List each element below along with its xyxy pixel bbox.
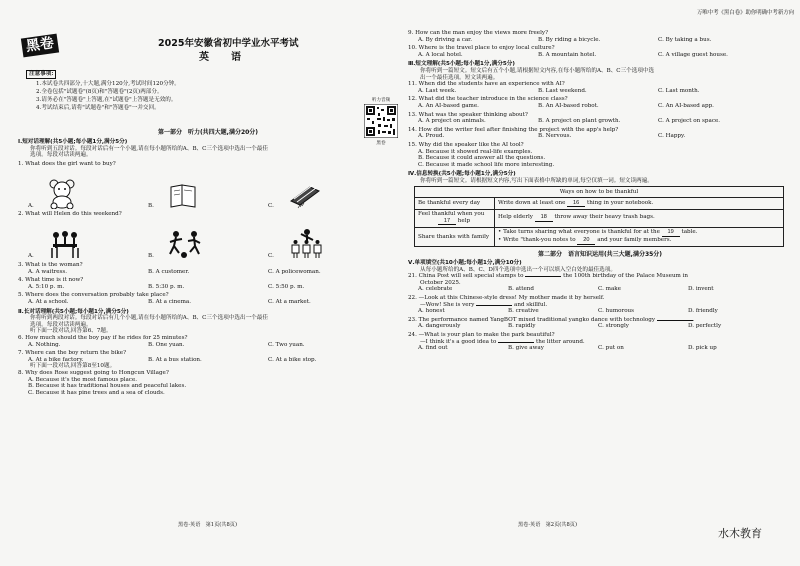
- blank-21[interactable]: [525, 276, 561, 277]
- q5-option-a[interactable]: A. At a school.: [28, 299, 69, 306]
- table-cell: [495, 209, 784, 227]
- question-1: 1. What does the girl want to buy?: [18, 160, 116, 167]
- q24-option-b[interactable]: B. give away: [508, 345, 544, 352]
- q22-option-d[interactable]: D. friendly: [688, 308, 718, 315]
- sec1-instruction: 你将听到五段对话。每段对话后有一个小题,请在每小题所给的A、B、C三个选项中选出一个最佳: [30, 145, 268, 152]
- q1-pictures: [28, 167, 398, 209]
- option-label: A.: [28, 253, 34, 260]
- q13-options: [418, 118, 792, 125]
- note-item: 2.全卷包括"试题卷"(8页)和"答题卷"(2页)两部分。: [36, 88, 163, 95]
- q21-option-b[interactable]: B. attend: [508, 286, 534, 293]
- table-row: [415, 209, 784, 227]
- blank-19[interactable]: 19: [662, 229, 680, 237]
- table-row: [415, 198, 784, 210]
- sec5-title: Ⅴ.单项填空(共10小题;每小题1分,满分10分): [408, 260, 522, 267]
- q21-continued: October 2025.: [420, 279, 461, 286]
- question-5: 5. Where does the conversation probably take place?: [18, 292, 169, 299]
- q23-option-b[interactable]: B. rapidly: [508, 323, 536, 330]
- qr-caption-2: 黑卷: [376, 140, 386, 146]
- q10-option-a[interactable]: A. A local hotel.: [418, 51, 463, 58]
- question-4: 4. What time is it now?: [18, 277, 84, 284]
- sec3-instruction-2: 出一个最佳选项。短文读两遍。: [420, 74, 499, 81]
- question-text: and skillful.: [513, 301, 548, 308]
- q6-option-c[interactable]: C. Two yuan.: [268, 341, 305, 348]
- q4-option-b[interactable]: B. 5:30 p. m.: [148, 283, 185, 290]
- cell-text: and your family members.: [597, 236, 672, 243]
- q7-option-c[interactable]: C. At a bike stop.: [268, 356, 317, 363]
- question-7: 7. Where can the boy return the bike?: [18, 350, 127, 357]
- watermark: 水木教育: [718, 527, 762, 540]
- question-14: 14. How did the writer feel after finishing the project with the app's help?: [408, 126, 619, 133]
- blank-16[interactable]: 16: [567, 200, 585, 208]
- q11-options: [418, 88, 792, 95]
- q2-option-a[interactable]: [28, 230, 148, 260]
- option-label: B.: [148, 202, 154, 209]
- question-12: 12. What did the teacher introduce in the science class?: [408, 96, 568, 103]
- q10-option-b[interactable]: B. A mountain hotel.: [538, 51, 597, 58]
- left-page: [18, 0, 400, 566]
- q21-option-d[interactable]: D. invent: [688, 286, 714, 293]
- q15-option-a[interactable]: A. Because it showed real-life examples.: [418, 148, 533, 155]
- q22-option-b[interactable]: B. creative: [508, 308, 539, 315]
- cell-text: Feel thankful when you: [418, 211, 485, 218]
- q21-options: [418, 286, 792, 293]
- table-cell: Share thanks with family: [415, 227, 495, 246]
- question-24: 24. —What is your plan to make the park beautiful?: [408, 332, 555, 339]
- cell-text: table.: [681, 229, 698, 236]
- table-row: [415, 227, 784, 246]
- table-cell: Be thankful every day: [415, 198, 495, 210]
- sec1-title: Ⅰ.短对话理解(共5小题;每小题1分,满分5分): [18, 139, 128, 146]
- page-footer-1: 黑卷·英语 第1页(共8页): [178, 522, 237, 528]
- q1-option-b[interactable]: [148, 183, 268, 209]
- qr-caption: 听力音频: [371, 98, 391, 103]
- q23-options: [418, 323, 792, 330]
- family-dinner-icon: [48, 230, 82, 260]
- q10-option-c[interactable]: C. A village guest house.: [658, 51, 728, 58]
- cell-text: Write down at least one: [498, 199, 566, 206]
- question-15: 15. Why did the speaker like the AI tool?: [408, 141, 524, 148]
- q22-options: [418, 308, 792, 315]
- q2-pictures: [28, 218, 398, 260]
- question-13: 13. What was the speaker thinking about?: [408, 111, 528, 118]
- sec4-instruction: 你将听到一篇短文。请根据短文内容,写出下面表格中所缺的单词,每空仅填一词。短文读两遍。: [420, 177, 653, 184]
- q5-option-b[interactable]: B. At a cinema.: [148, 299, 191, 306]
- notes-heading: 注意事项:: [26, 70, 56, 79]
- q13-option-b[interactable]: B. A project on plant growth.: [538, 118, 621, 125]
- notes: [26, 70, 356, 113]
- q8-option-b[interactable]: B. Because it has traditional houses and peaceful lakes.: [28, 383, 187, 390]
- question-21: [408, 273, 792, 280]
- q22-reply: [420, 302, 792, 309]
- info-table: [414, 186, 784, 247]
- part2-title: 第二部分 语言知识运用(共三大题,满分35分): [537, 251, 663, 259]
- question-23: 23. The performance named YangBOT mixed traditional yangko dance with technology .: [408, 316, 695, 323]
- cell-text: help: [457, 217, 471, 224]
- q8-option-c[interactable]: C. Because it has pine trees and a sea of clouds.: [28, 389, 165, 396]
- question-2: 2. What will Helen do this weekend?: [18, 211, 122, 218]
- q14-option-b[interactable]: B. Nervous.: [538, 133, 572, 140]
- cell-text: • Take turns sharing what everyone is thankful for at the: [498, 229, 660, 236]
- blank-20[interactable]: 20: [577, 237, 595, 245]
- page-footer-2: 黑卷·英语 第2页(共8页): [518, 522, 577, 528]
- q13-option-c[interactable]: C. A project on space.: [658, 118, 721, 125]
- q10-options: [418, 52, 792, 59]
- question-text: —I think it's a good idea to: [420, 338, 497, 345]
- blank-23[interactable]: [657, 320, 693, 321]
- q23-option-c[interactable]: C. strongly: [598, 323, 629, 330]
- cell-text: thing in your notebook.: [586, 199, 654, 206]
- option-label: C.: [268, 202, 274, 209]
- q9-options: [418, 37, 792, 44]
- sec2-instruction-3: 听下面一段对话,回答第6、7题。: [30, 328, 112, 335]
- q24-option-d[interactable]: D. pick up: [688, 345, 717, 352]
- q8-option-a[interactable]: A. Because it's the most famous place.: [28, 376, 138, 383]
- q11-option-a[interactable]: A. Last week.: [418, 87, 457, 94]
- q3-options: [28, 269, 398, 276]
- q12-options: [418, 103, 792, 110]
- sec1-instruction-2: 选项。每段对话读两遍。: [30, 152, 92, 159]
- sec3-title: Ⅲ.短文理解(共5小题;每小题1分,满分5分): [408, 61, 515, 68]
- q5-options: [28, 299, 398, 306]
- question-3: 3. What is the woman?: [18, 262, 83, 269]
- q24-reply: [420, 339, 792, 346]
- q6-option-a[interactable]: A. Nothing.: [28, 341, 61, 348]
- q3-option-a[interactable]: A. A waitress.: [28, 268, 68, 275]
- sec3-instruction: 你将听到一篇短文。短文后有五个小题,请根据短文内容,在每小题所给的A、B、C三个选项中选: [420, 67, 655, 74]
- q14-option-a[interactable]: A. Proud.: [418, 133, 445, 140]
- exam-title: 2025年安徽省初中学业水平考试: [158, 38, 299, 49]
- blank-22[interactable]: [476, 305, 512, 306]
- right-block: [408, 30, 792, 352]
- q23-option-d[interactable]: D. perfectly: [688, 323, 722, 330]
- q12-option-a[interactable]: A. An AI-based game.: [418, 102, 479, 109]
- teddy-bear-icon: [48, 179, 76, 209]
- q15-option-b[interactable]: B. Because it could answer all the questions.: [418, 155, 546, 162]
- q9-option-c[interactable]: C. By taking a bus.: [658, 36, 712, 43]
- cell-text: Help elderly: [498, 214, 533, 221]
- part1-block: [18, 129, 398, 396]
- sec2-instruction: 你将听到两段对话。每段对话后有几个小题,请在每小题所给的A、B、C三个选项中选出一个最佳: [30, 315, 268, 322]
- question-11: 11. When did the students have an experience with AI?: [408, 81, 565, 88]
- q5-option-c[interactable]: C. At a market.: [268, 299, 311, 306]
- q3-option-b[interactable]: B. A customer.: [148, 268, 190, 275]
- table-cell: [415, 209, 495, 227]
- q1-option-c[interactable]: [268, 183, 388, 209]
- sec4-title: Ⅳ.信息转换(共5小题;每小题1分,满分5分): [408, 171, 516, 178]
- cell-text: throw away their heavy trash bags.: [554, 214, 655, 221]
- question-text: 21. China Post will sell special stamps to: [408, 273, 524, 280]
- question-22: 22. —Look at this Chinese-style dress! My mother made it by herself.: [408, 295, 605, 302]
- question-8: 8. Why does Rose suggest going to Hongcun Village?: [18, 369, 169, 376]
- q9-option-a[interactable]: A. By driving a car.: [418, 36, 473, 43]
- q14-options: [418, 133, 792, 140]
- q11-option-b[interactable]: B. Last weekend.: [538, 87, 587, 94]
- part1-title: 第一部分 听力(共四大题,满分20分): [157, 129, 259, 136]
- question-6: 6. How much should the boy pay if he rides for 25 minutes?: [18, 334, 188, 341]
- q3-option-c[interactable]: C. A policewoman.: [268, 268, 321, 275]
- subject-title: 英 语: [199, 52, 247, 63]
- blank-18[interactable]: 18: [535, 214, 553, 222]
- table-cell: [495, 227, 784, 246]
- q23-option-a[interactable]: A. dangerously: [418, 323, 461, 330]
- blank-17[interactable]: 17: [438, 218, 456, 226]
- table-cell: [495, 198, 784, 210]
- q12-option-c[interactable]: C. An AI-based app.: [658, 102, 714, 109]
- q9-option-b[interactable]: B. By riding a bicycle.: [538, 36, 601, 43]
- q11-option-c[interactable]: C. Last month.: [658, 87, 700, 94]
- q12-option-b[interactable]: B. An AI-based robot.: [538, 102, 599, 109]
- q13-option-a[interactable]: A. A project on animals.: [418, 118, 486, 125]
- note-item: 3.请务必在"答题卷"上答题,在"试题卷"上答题是无效的。: [36, 96, 177, 103]
- q24-options: [418, 345, 792, 352]
- q24-option-a[interactable]: A. find out: [418, 345, 448, 352]
- cell-text: • Write "thank-you notes to: [498, 236, 576, 243]
- question-text: the litter around.: [535, 338, 585, 345]
- sec2-instruction-2: 选项。每段对话读两遍。: [30, 321, 92, 328]
- question-text: —Wow! She is very: [420, 301, 475, 308]
- question-text: the 100th birthday of the Palace Museum in: [563, 273, 689, 280]
- sec5-instruction: 从每小题所给的A、B、C、D四个选项中选出一个可以填入空白处的最佳选项。: [420, 266, 616, 273]
- sec2-instruction-4: 听下面一段对话,回答第8至10题。: [30, 363, 116, 370]
- q7-option-b[interactable]: B. At a bus station.: [148, 356, 202, 363]
- scarf-icon: [288, 183, 322, 209]
- right-page: [408, 0, 794, 566]
- top-note: 万唯中考《黑白卷》助你明确中考新方向: [696, 10, 794, 16]
- q15-option-c[interactable]: C. Because it made school life more interesting.: [418, 161, 555, 168]
- option-label: C.: [268, 253, 274, 260]
- q7-option-a[interactable]: A. At a bike factory.: [28, 356, 84, 363]
- blank-24[interactable]: [498, 342, 534, 343]
- q2-option-b[interactable]: [148, 230, 268, 260]
- question-9: 9. How can the man enjoy the views more freely?: [408, 30, 549, 36]
- classroom-lecture-icon: [288, 228, 326, 260]
- question-text: 23. The performance named YangBOT mixed traditional yangko dance with technology: [408, 316, 656, 323]
- table-header: Ways on how to be thankful: [415, 187, 784, 198]
- q21-option-c[interactable]: C. make: [598, 286, 621, 293]
- black-paper-badge: 黑卷: [21, 34, 59, 58]
- question-10: 10. Where is the travel place to enjoy local culture?: [408, 45, 555, 52]
- q22-option-a[interactable]: A. honest: [418, 308, 445, 315]
- q22-option-c[interactable]: C. humorous: [598, 308, 635, 315]
- q21-option-a[interactable]: A. celebrate: [418, 286, 453, 293]
- q2-option-c[interactable]: [268, 228, 388, 260]
- q6-option-b[interactable]: B. One yuan.: [148, 341, 185, 348]
- sec2-title: Ⅱ.长对话理解(共5小题;每小题1分,满分5分): [18, 308, 129, 315]
- option-label: B.: [148, 253, 154, 260]
- q1-option-a[interactable]: [28, 179, 148, 209]
- q4-option-a[interactable]: A. 5:10 p. m.: [28, 283, 65, 290]
- option-label: A.: [28, 202, 34, 209]
- note-item: 1.本试卷共四部分,十大题,满分120分,考试时间120分钟。: [36, 80, 180, 87]
- q4-options: [28, 284, 398, 291]
- note-item: 4.考试结束后,请将"试题卷"和"答题卷"一并交回。: [36, 104, 160, 111]
- book-icon: [168, 183, 198, 209]
- q4-option-c[interactable]: C. 5:50 p. m.: [268, 283, 305, 290]
- q14-option-c[interactable]: C. Happy.: [658, 133, 686, 140]
- q24-option-c[interactable]: C. put on: [598, 345, 624, 352]
- q6-options: [28, 342, 398, 349]
- football-players-icon: [168, 230, 202, 260]
